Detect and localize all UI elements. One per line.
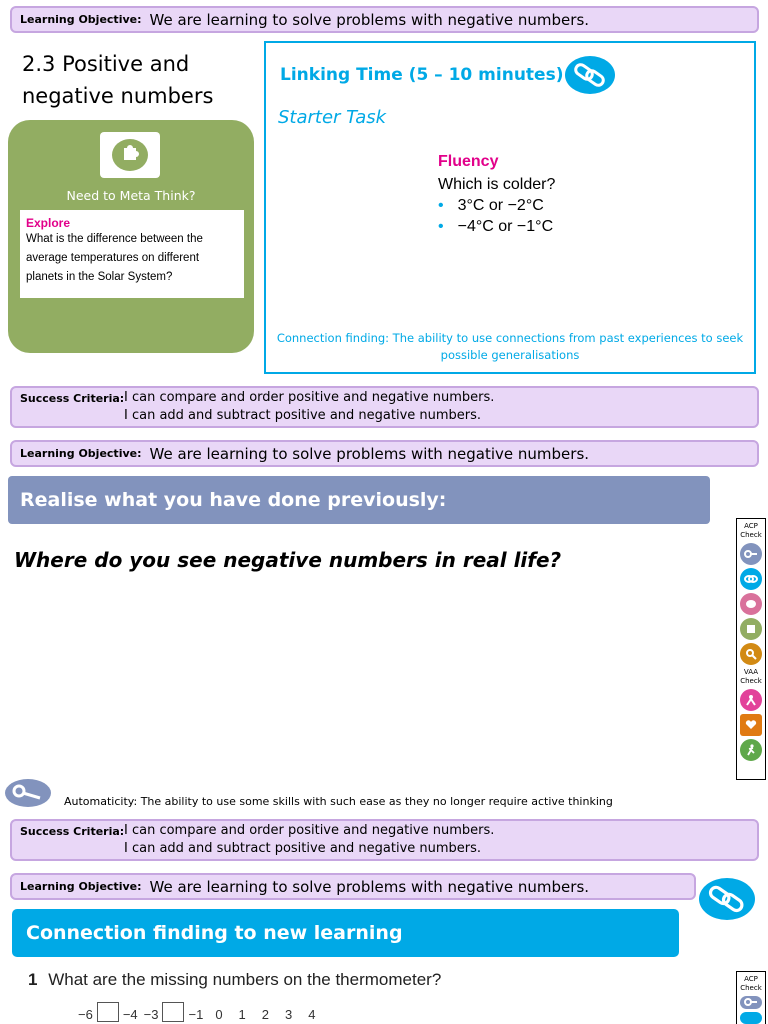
success-criteria-line: I can add and subtract positive and negative numbers. [124,841,482,856]
explore-box [20,210,244,298]
learning-objective-text: We are learning to solve problems with negative numbers. [149,10,590,29]
chain-link-icon [698,876,756,926]
connection-finding-note [266,330,754,364]
fluency-title: Fluency [438,153,499,170]
linking-time-panel [264,41,756,374]
fluency-question: Which is colder? [438,176,556,193]
learning-objective-label: Learning Objective: [20,880,142,893]
connection-banner-text: Connection finding to new learning [26,922,403,944]
scale-value: −4 [122,1007,138,1022]
success-criteria-label: Success Criteria: [20,825,125,838]
runner-icon[interactable] [740,739,762,761]
connection-banner [12,909,679,957]
scale-value: −3 [143,1007,159,1022]
learning-objective-bar [10,6,759,33]
acp-check-label: ACP Check [740,522,762,539]
vaa-check-label: VAA Check [740,668,762,685]
lesson-title-line1: 2.3 Positive and [22,52,190,76]
brain-icon[interactable] [740,593,762,615]
success-criteria-bar [10,386,759,428]
explore-line: planets in the Solar System? [26,271,173,283]
scale-value: 1 [238,1007,246,1022]
scale-value: −6 [78,1007,93,1022]
fluency-option: • −4°C or −1°C [438,218,554,235]
starter-task-label: Starter Task [278,107,387,128]
scale-value: 4 [308,1007,316,1022]
missing-number-box[interactable] [97,1002,119,1022]
meta-think-heading: Need to Meta Think? [66,188,196,203]
realise-banner [8,476,710,524]
automaticity-note: Automaticity: The ability to use some skills with such ease as they no longer require active thinking [64,795,613,808]
meta-think-card [8,120,254,353]
scale-value: 2 [261,1007,270,1022]
fluency-option: • 3°C or −2°C [438,197,544,214]
success-criteria-label: Success Criteria: [20,392,125,405]
success-criteria-line: I can compare and order positive and negative numbers. [124,823,495,838]
question-text: What are the missing numbers on the thermometer? [48,970,442,989]
success-criteria-bar [10,819,759,861]
lesson-title-line2: negative numbers [22,84,214,108]
chain-link-icon[interactable] [740,1012,762,1024]
thermometer-scale [78,1002,315,1022]
explore-line: What is the difference between the [26,233,203,245]
learning-objective-bar [10,440,759,467]
acp-check-label: ACP Check [740,975,762,992]
explore-title: Explore [26,216,71,230]
person-icon[interactable] [740,689,762,711]
key-icon[interactable] [740,543,762,565]
puzzle-icon[interactable] [740,618,762,640]
learning-objective-label: Learning Objective: [20,13,142,26]
thermometer-question [28,970,441,990]
heart-icon[interactable] [740,714,762,736]
fluency-block [438,153,555,236]
learning-objective-bar [10,873,696,900]
lesson-title [22,48,213,112]
linking-time-title: Linking Time (5 – 10 minutes) [280,65,564,85]
chain-link-icon[interactable] [740,568,762,590]
question-number: 1 [28,970,38,989]
chain-link-icon [564,55,616,99]
explore-text [26,230,238,287]
scale-value: 3 [285,1007,293,1022]
success-criteria-line: I can add and subtract positive and negative numbers. [124,408,482,423]
success-criteria-line: I can compare and order positive and negative numbers. [124,390,495,405]
real-life-question: Where do you see negative numbers in real life? [14,548,562,572]
learning-objective-text: We are learning to solve problems with negative numbers. [149,444,590,463]
learning-objective-label: Learning Objective: [20,447,142,460]
explore-line: average temperatures on different [26,252,200,264]
acp-sidebar [736,971,766,1024]
automaticity-key-icon [4,778,52,812]
magnifier-icon[interactable] [740,643,762,665]
connection-line: possible generalisations [440,348,580,362]
connection-line: Connection finding: The ability to use connections from past experiences to seek [276,331,744,345]
learning-objective-text: We are learning to solve problems with negative numbers. [149,877,590,896]
scale-value: −1 [188,1007,204,1022]
brain-puzzle-icon [100,132,160,178]
missing-number-box[interactable] [162,1002,184,1022]
key-icon[interactable] [740,996,762,1009]
realise-banner-text: Realise what you have done previously: [20,489,447,511]
acp-vaa-sidebar [736,518,766,780]
scale-value: 0 [215,1007,223,1022]
